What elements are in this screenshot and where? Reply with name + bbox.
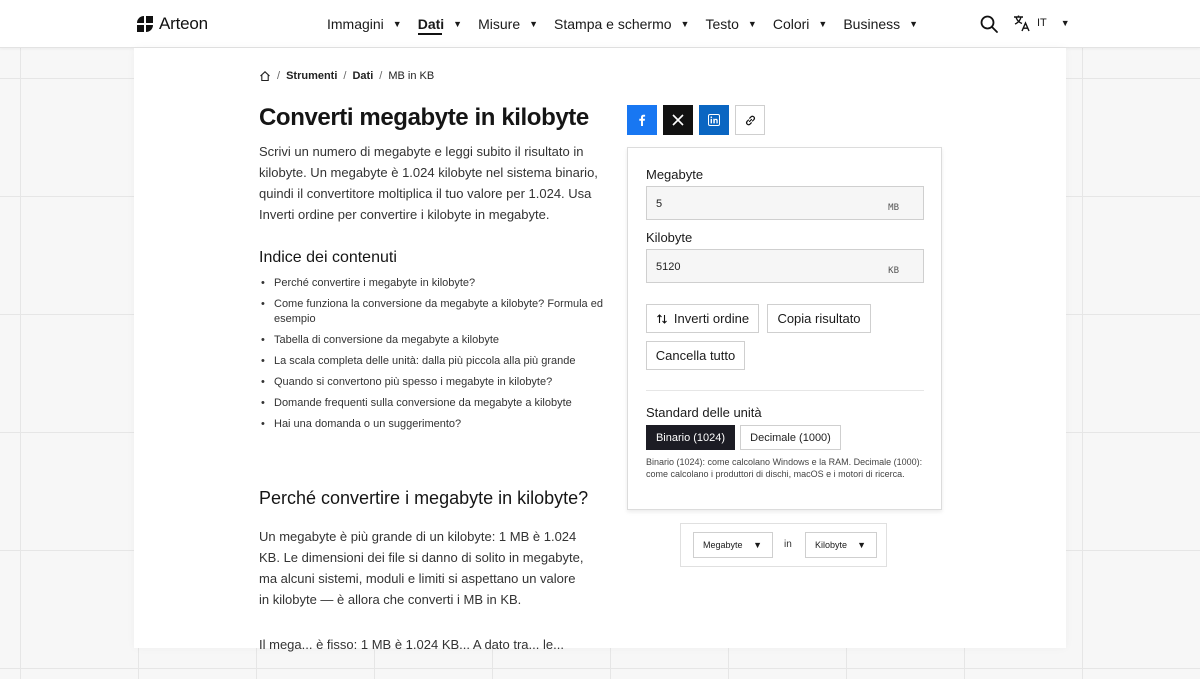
to-unit-value: Kilobyte <box>815 540 848 550</box>
search-button[interactable] <box>979 14 999 34</box>
from-unit-select[interactable] <box>693 532 773 558</box>
nav-label: Business <box>843 16 901 32</box>
chevron-down-icon: ▼ <box>680 19 690 29</box>
site-header <box>0 0 1200 48</box>
breadcrumb-item-dati[interactable]: Dati <box>352 70 374 82</box>
chevron-down-icon: ▼ <box>392 19 402 29</box>
section-heading: Perché convertire i megabyte in kilobyte? <box>259 488 589 508</box>
toc-item[interactable]: • Perché convertire i megabyte in kilobyte? <box>259 276 604 291</box>
breadcrumb-item-current: MB in KB <box>388 70 435 82</box>
breadcrumb-separator: / <box>343 70 347 82</box>
kilobyte-unit: KB <box>888 266 899 276</box>
intro-paragraph: Scrivi un numero di megabyte e leggi subito il risultato in kilobyte. Un megabyte è 1.024 kilobyte nel sistema binario, quindi il convertitore moltiplica il tuo valore per 1.024. Usa Inverti ordine per convertire i kilobyte in megabyte. <box>259 144 598 222</box>
toc-item[interactable]: • Hai una domanda o un suggerimento? <box>259 417 604 432</box>
unit-standard-note: Binario (1024): come calcolano Windows e la RAM. Decimale (1000): come calcolano i produttori di dischi, macOS e i motori di ricerca. <box>646 457 923 479</box>
brand-name: Arteon <box>159 14 208 33</box>
chevron-down-icon: ▼ <box>1060 18 1070 28</box>
chevron-down-icon: ▼ <box>753 540 762 550</box>
link-icon <box>744 114 757 127</box>
nav-item-business[interactable] <box>843 0 918 48</box>
linkedin-icon <box>708 114 720 126</box>
search-icon <box>979 14 999 34</box>
share-x-button[interactable] <box>663 105 693 135</box>
nav-label: Stampa e schermo <box>554 16 672 32</box>
facebook-icon <box>636 114 648 126</box>
toc-item[interactable]: • Come funziona la conversione da megabyte a kilobyte? Formula ed esempio <box>259 297 604 327</box>
breadcrumb-separator: / <box>379 70 383 82</box>
copy-result-label: Copia risultato <box>777 311 861 326</box>
megabyte-label: Megabyte <box>646 167 704 182</box>
share-buttons <box>627 105 765 135</box>
copy-link-button[interactable] <box>735 105 765 135</box>
toc-item[interactable]: • Domande frequenti sulla conversione da megabyte a kilobyte <box>259 396 604 411</box>
swap-order-button[interactable] <box>646 304 759 333</box>
share-facebook-button[interactable] <box>627 105 657 135</box>
home-icon[interactable] <box>259 70 271 82</box>
language-code: IT <box>1037 17 1047 29</box>
unit-standard-label: Standard delle unità <box>646 405 762 420</box>
chevron-down-icon: ▼ <box>529 19 539 29</box>
toc-title: Indice dei contenuti <box>259 249 397 266</box>
nav-label: Misure <box>478 16 521 32</box>
nav-label: Immagini <box>327 16 384 32</box>
toc-item[interactable]: • Tabella di conversione da megabyte a kilobyte <box>259 333 604 348</box>
unit-picker <box>680 523 887 567</box>
swap-icon <box>656 313 668 325</box>
nav-label: Colori <box>772 16 810 32</box>
translate-icon <box>1013 14 1031 32</box>
main-content <box>134 48 1066 652</box>
kilobyte-label: Kilobyte <box>646 230 693 245</box>
standard-decimal-toggle[interactable]: Decimale (1000) <box>740 425 841 450</box>
chevron-down-icon: ▼ <box>453 19 463 29</box>
language-selector[interactable] <box>1013 14 1070 32</box>
x-icon <box>672 114 684 126</box>
section-body <box>259 526 589 679</box>
clear-all-button[interactable] <box>646 341 745 370</box>
main-nav <box>327 0 934 48</box>
megabyte-unit: MB <box>888 203 899 213</box>
toc-item[interactable]: • Quando si convertono più spesso i megabyte in kilobyte? <box>259 375 604 390</box>
breadcrumb-item-strumenti[interactable]: Strumenti <box>286 70 338 82</box>
section-paragraph-partial: Il mega... è fisso: 1 MB è 1.024 KB... A dato tra... le... <box>259 637 564 652</box>
from-unit-value: Megabyte <box>703 540 743 550</box>
table-of-contents <box>259 276 604 438</box>
nav-item-immagini[interactable] <box>327 0 402 48</box>
nav-label: Testo <box>705 16 739 32</box>
chevron-down-icon: ▼ <box>909 19 919 29</box>
nav-item-dati[interactable] <box>418 0 462 48</box>
chevron-down-icon: ▼ <box>857 540 866 550</box>
copy-result-button[interactable] <box>767 304 871 333</box>
chevron-down-icon: ▼ <box>818 19 828 29</box>
to-unit-select[interactable] <box>805 532 877 558</box>
brand-logo[interactable] <box>137 14 208 34</box>
breadcrumb-separator: / <box>277 70 281 82</box>
standard-binary-toggle[interactable]: Binario (1024) <box>646 425 735 450</box>
unit-connector: in <box>784 539 792 550</box>
logo-icon <box>137 16 153 32</box>
nav-item-stampa-e-schermo[interactable] <box>554 0 689 48</box>
nav-label: Dati <box>417 16 445 32</box>
breadcrumb <box>259 70 434 82</box>
nav-item-testo[interactable] <box>705 0 756 48</box>
kilobyte-input[interactable] <box>646 249 924 283</box>
megabyte-input[interactable] <box>646 186 924 220</box>
chevron-down-icon: ▼ <box>747 19 757 29</box>
share-linkedin-button[interactable] <box>699 105 729 135</box>
nav-item-colori[interactable] <box>773 0 828 48</box>
nav-item-misure[interactable] <box>478 0 538 48</box>
swap-order-label: Inverti ordine <box>673 311 750 326</box>
clear-all-label: Cancella tutto <box>655 348 736 363</box>
kilobyte-value: 5120 <box>656 261 681 273</box>
page-title: Converti megabyte in kilobyte <box>259 104 589 131</box>
converter-card <box>627 147 942 510</box>
section-paragraph: Un megabyte è più grande di un kilobyte: 1 MB è 1.024 KB. Le dimensioni dei file si danno di solito in megabyte, ma alcuni sistemi, moduli e limiti si aspettano un valore in kilobyte — è allora che converti i MB in KB. <box>259 529 584 607</box>
megabyte-value: 5 <box>656 198 663 210</box>
divider <box>646 390 924 391</box>
toc-item[interactable]: • La scala completa delle unità: dalla più piccola alla più grande <box>259 354 604 369</box>
